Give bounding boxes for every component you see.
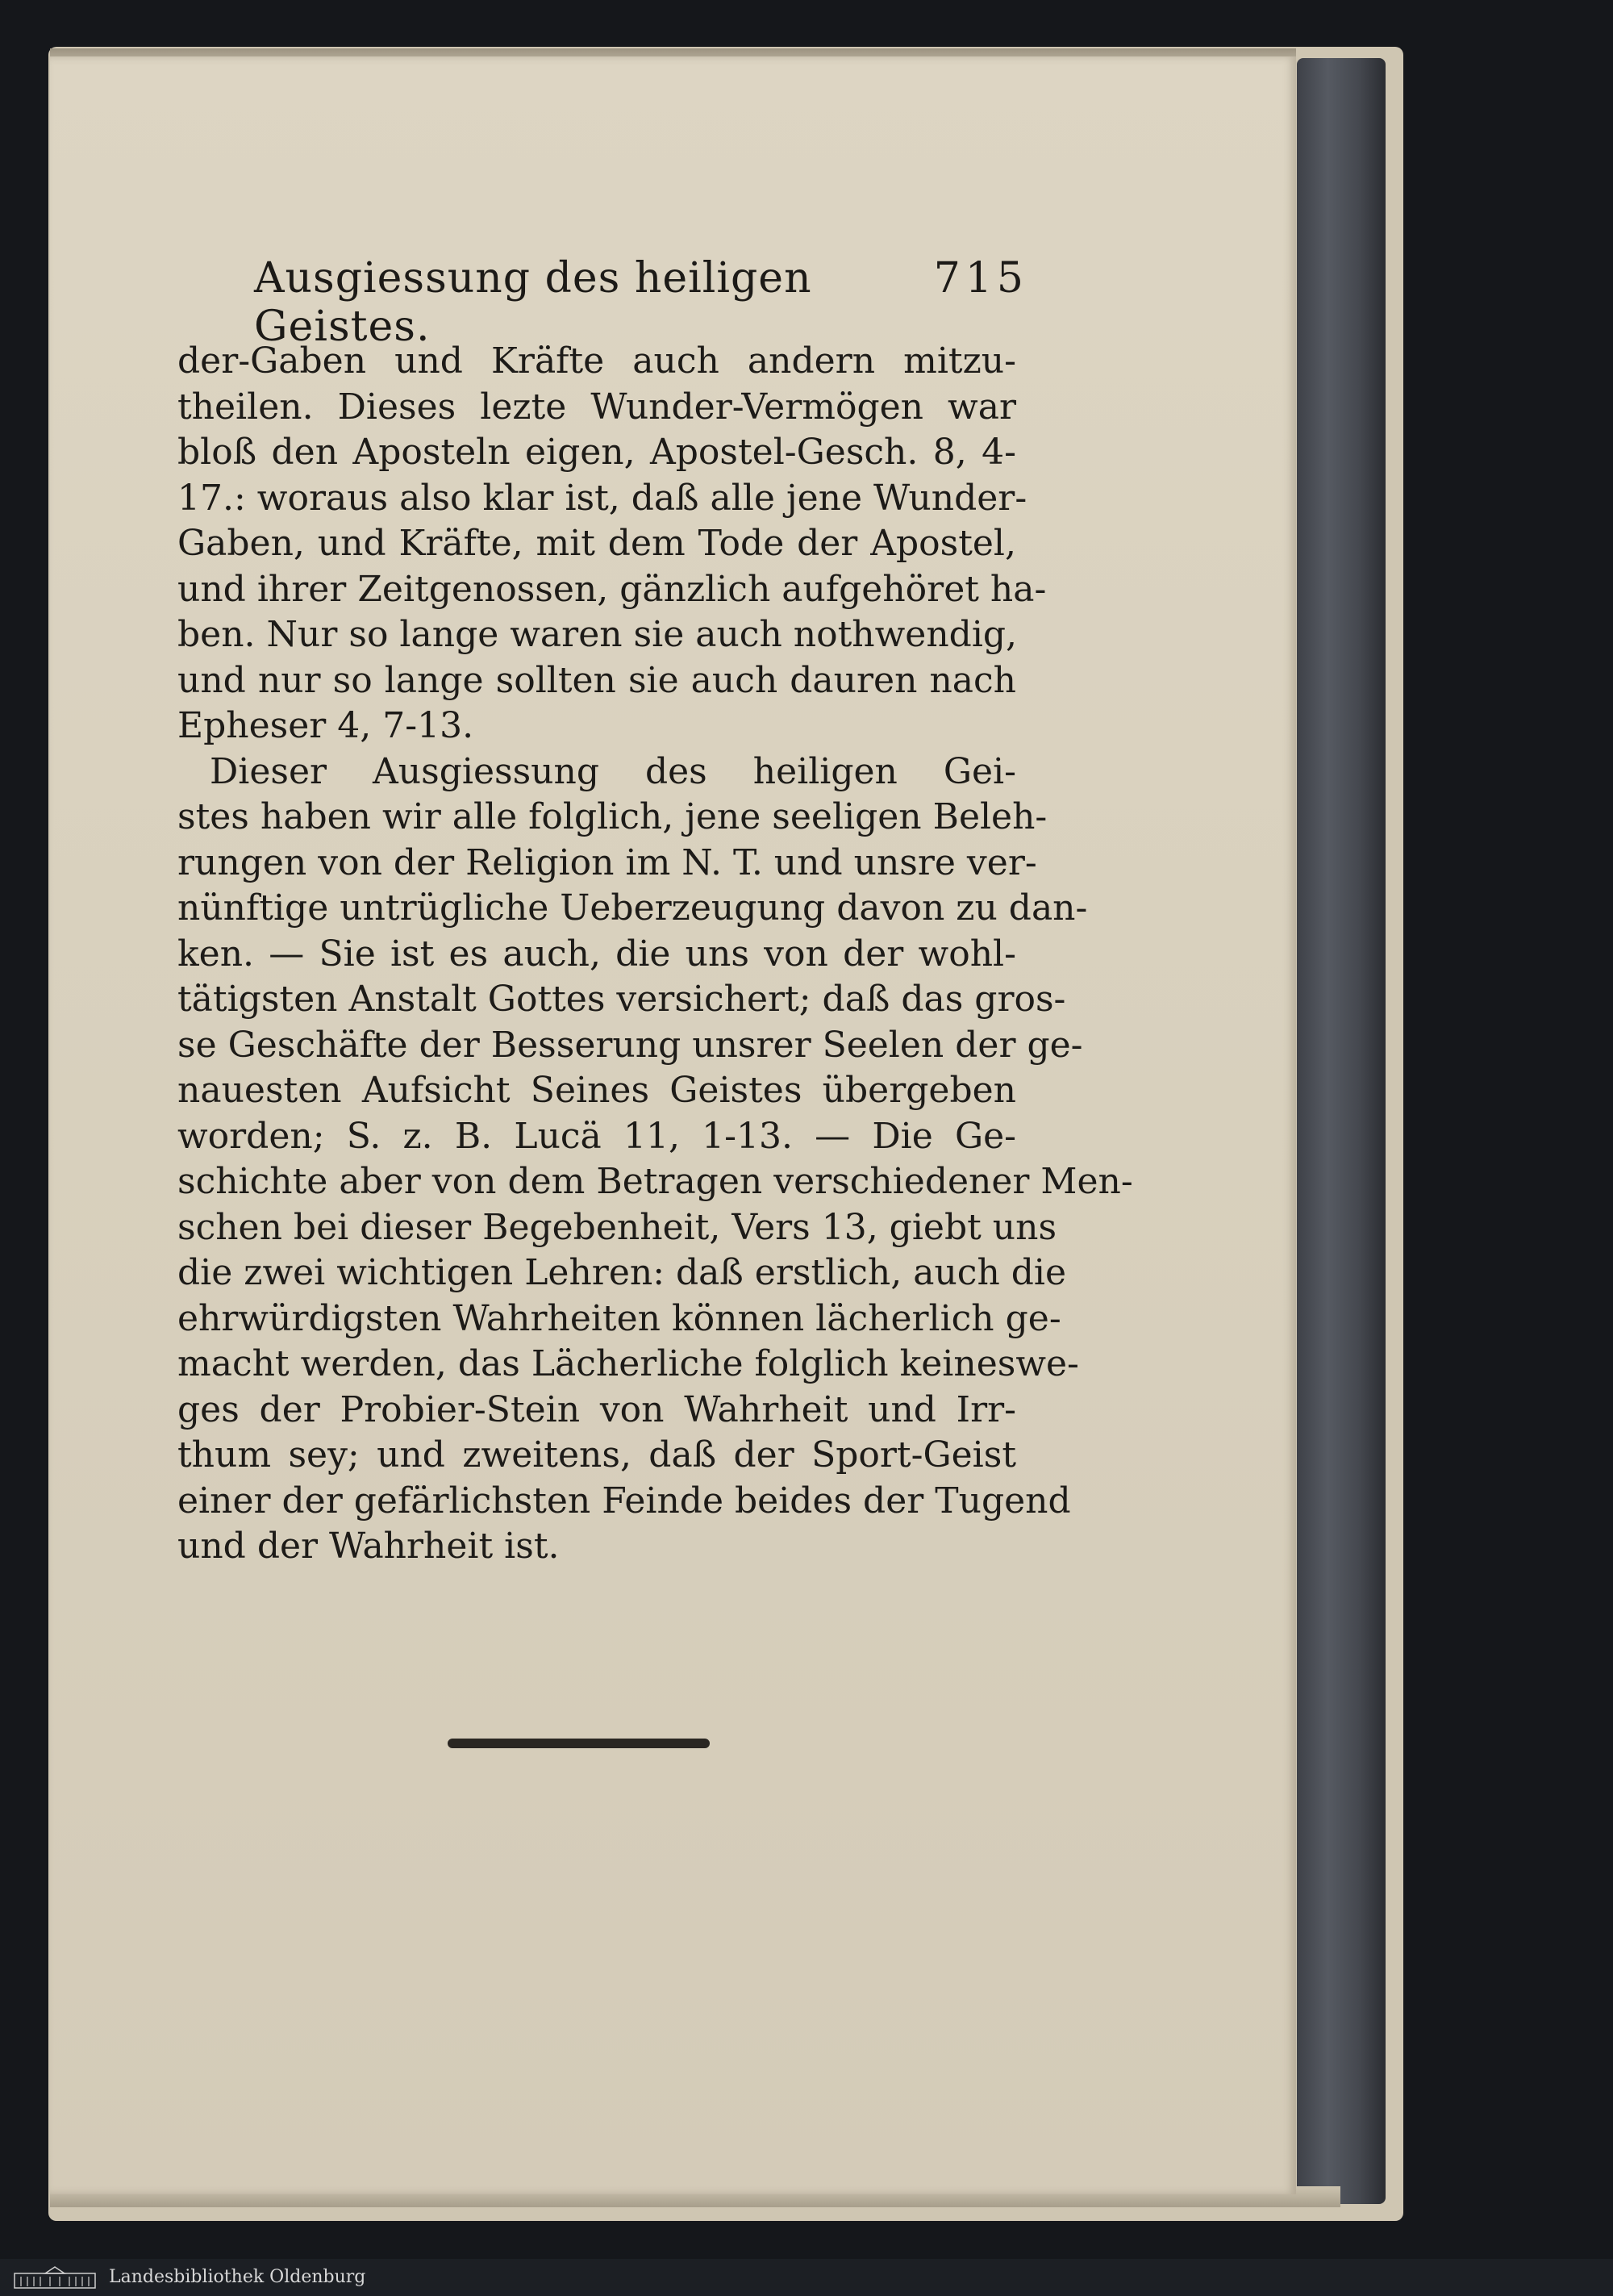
- library-building-icon: [13, 2265, 97, 2290]
- text-line: Dieser Ausgiessung des heiligen Gei-: [210, 750, 1016, 792]
- text-line: der-Gaben und Kräfte auch andern mitzu-: [177, 340, 1016, 382]
- text-line: tätigsten Anstalt Gottes versichert; daß das gros-: [177, 979, 1066, 1020]
- text-line: ken. — Sie ist es auch, die uns von der wohl-: [177, 933, 1016, 975]
- text-line: schichte aber von dem Betragen verschiedener Men-: [177, 1161, 1133, 1202]
- page-number: 715: [933, 254, 1028, 303]
- text-line: einer der gefärlichsten Feinde beides der Tugend: [177, 1480, 1071, 1522]
- text-line: ehrwürdigsten Wahrheiten können lächerlich ge-: [177, 1297, 1061, 1339]
- text-line: theilen. Dieses lezte Wunder-Vermögen war: [177, 386, 1016, 428]
- text-line: 17.: woraus also klar ist, daß alle jene Wunder-: [177, 477, 1027, 519]
- running-title: Ausgiessung des heiligen Geistes.: [254, 254, 812, 351]
- text-line: ges der Probier-Stein von Wahrheit und Irr-: [177, 1388, 1016, 1430]
- text-line: macht werden, das Lächerliche folglich keineswe-: [177, 1343, 1079, 1384]
- text-line: und der Wahrheit ist.: [177, 1526, 560, 1567]
- text-line: nünftige untrügliche Ueberzeugung davon zu dan-: [177, 887, 1088, 929]
- body-text: [177, 339, 1133, 1570]
- text-line: und ihrer Zeitgenossen, gänzlich aufgehöret ha-: [177, 568, 1047, 610]
- text-line: worden; S. z. B. Lucä 11, 1-13. — Die Ge-: [177, 1115, 1016, 1157]
- text-line: und nur so lange sollten sie auch dauren nach: [177, 659, 1016, 701]
- text-line: schen bei dieser Begebenheit, Vers 13, giebt uns: [177, 1206, 1057, 1248]
- text-line: die zwei wichtigen Lehren: daß erstlich, auch die: [177, 1252, 1067, 1293]
- text-line: se Geschäfte der Besserung unsrer Seelen der ge-: [177, 1024, 1083, 1066]
- text-line: ben. Nur so lange waren sie auch nothwendig,: [177, 614, 1018, 655]
- text-line: stes haben wir alle folglich, jene seeligen Beleh-: [177, 796, 1048, 837]
- text-line: nauesten Aufsicht Seines Geistes übergeben: [177, 1070, 1016, 1111]
- text-line: thum sey; und zweitens, daß der Sport-Geist: [177, 1434, 1016, 1476]
- text-line: rungen von der Religion im N. T. und unsre ver-: [177, 841, 1037, 883]
- text-line: Gaben, und Kräfte, mit dem Tode der Apostel,: [177, 523, 1016, 564]
- page-header: [254, 254, 1028, 351]
- book-cover-edge: [1297, 58, 1386, 2204]
- closing-rule: [448, 1739, 710, 1748]
- text-line: Epheser 4, 7-13.: [177, 705, 474, 746]
- text-line: bloß den Aposteln eigen, Apostel-Gesch. 8, 4-: [177, 432, 1016, 473]
- library-name: Landesbibliothek Oldenburg: [109, 2267, 366, 2287]
